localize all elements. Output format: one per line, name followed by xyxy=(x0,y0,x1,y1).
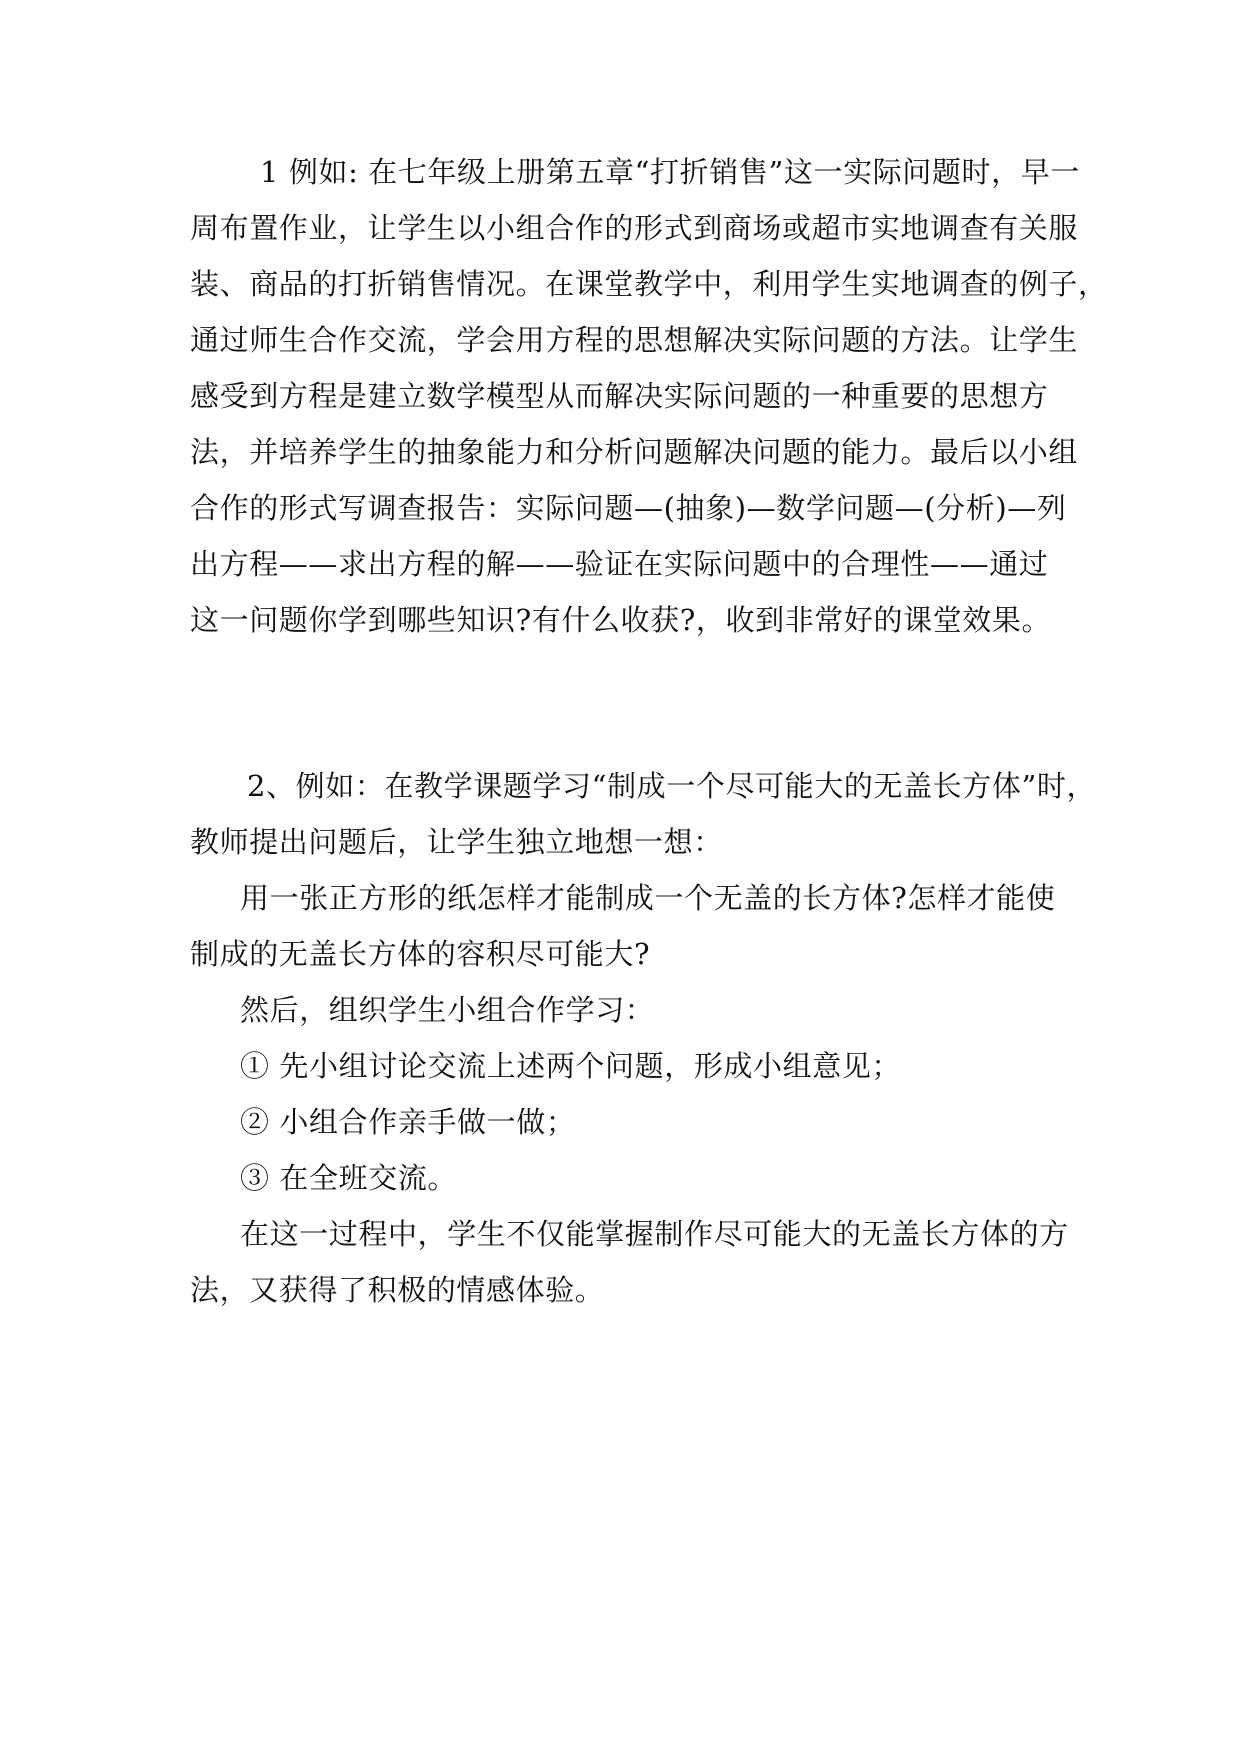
text-line: 用一张正方形的纸怎样才能制成一个无盖的长方体?怎样才能使 xyxy=(240,881,1056,915)
text-line: 在这一过程中，学生不仅能掌握制作尽可能大的无盖长方体的方 xyxy=(240,1217,1069,1251)
text-line: 制成的无盖长方体的容积尽可能大? xyxy=(190,937,651,971)
text-line: 然后，组织学生小组合作学习： xyxy=(240,993,655,1027)
text-line: 1 例如: 在七年级上册第五章“打折销售”这一实际问题时，早一 xyxy=(260,155,1080,189)
text-line: 出方程——求出方程的解——验证在实际问题中的合理性——通过 xyxy=(190,547,1049,581)
text-line: 感受到方程是建立数学模型从而解决实际问题的一种重要的思想方 xyxy=(190,379,1049,413)
list-item: ② 小组合作亲手做一做； xyxy=(240,1105,576,1139)
text-line: 通过师生合作交流，学会用方程的思想解决实际问题的方法。让学生 xyxy=(190,323,1079,357)
text-line: 法，又获得了积极的情感体验。 xyxy=(190,1273,605,1307)
text-line: 法，并培养学生的抽象能力和分析问题解决问题的能力。最后以小组 xyxy=(190,435,1079,469)
text-line: 2、例如：在教学课题学习“制成一个尽可能大的无盖长方体”时， xyxy=(247,769,1097,803)
list-item: ① 先小组讨论交流上述两个问题，形成小组意见； xyxy=(240,1049,902,1083)
list-item: ③ 在全班交流。 xyxy=(240,1161,458,1195)
text-line: 这一问题你学到哪些知识?有什么收获?，收到非常好的课堂效果。 xyxy=(190,603,1052,637)
text-line: 教师提出问题后，让学生独立地想一想： xyxy=(190,825,723,859)
text-line: 周布置作业，让学生以小组合作的形式到商场或超市实地调查有关服 xyxy=(190,211,1079,245)
text-line: 合作的形式写调查报告：实际问题—(抽象)—数学问题—(分析)—列 xyxy=(190,491,1067,525)
text-line: 装、商品的打折销售情况。在课堂教学中，利用学生实地调查的例子， xyxy=(190,267,1108,301)
